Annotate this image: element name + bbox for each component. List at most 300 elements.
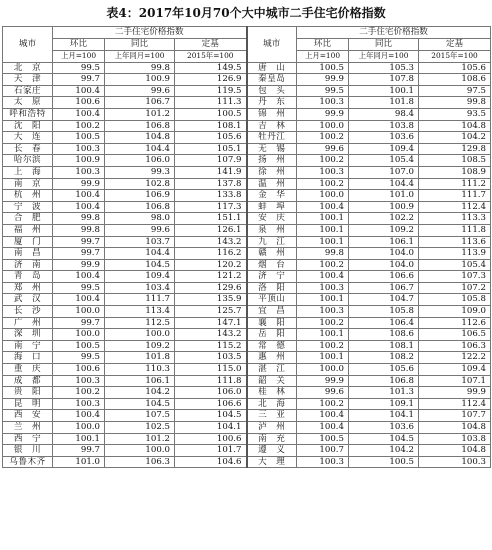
city-cell-left: 广 州 [3,317,53,329]
header-mom-left: 环比 [53,39,105,51]
mom-cell-left: 100.4 [53,85,105,97]
table-row [3,422,491,434]
city-cell-right: 赣 州 [247,248,297,260]
city-cell-right: 锦 州 [247,108,297,120]
table-row [3,74,491,86]
yoy-cell-right: 106.8 [349,375,419,387]
yoy-cell-left: 106.7 [105,97,175,109]
mom-cell-right: 100.1 [297,236,349,248]
mom-cell-left: 100.3 [53,166,105,178]
city-cell-right: 泸 州 [247,422,297,434]
yoy-cell-right: 104.2 [349,445,419,457]
fixed-cell-right: 111.8 [419,224,491,236]
table-row [3,410,491,422]
fixed-cell-left: 104.1 [175,422,247,434]
mom-cell-left: 100.2 [53,120,105,132]
fixed-cell-left: 117.3 [175,201,247,213]
city-cell-left: 济 南 [3,259,53,271]
yoy-cell-left: 99.8 [105,62,175,74]
yoy-cell-left: 104.2 [105,387,175,399]
city-cell-left: 西 安 [3,410,53,422]
fixed-cell-left: 105.1 [175,143,247,155]
fixed-cell-right: 99.8 [419,97,491,109]
city-cell-right: 湛 江 [247,364,297,376]
table-row [3,248,491,260]
city-cell-left: 太 原 [3,97,53,109]
yoy-cell-left: 104.4 [105,248,175,260]
city-cell-right: 金 华 [247,190,297,202]
header-city-left: 城市 [3,27,53,63]
mom-cell-left: 100.4 [53,108,105,120]
city-cell-right: 韶 关 [247,375,297,387]
city-cell-left: 南 昌 [3,248,53,260]
yoy-cell-right: 104.7 [349,294,419,306]
mom-cell-right: 100.2 [297,155,349,167]
table-row [3,120,491,132]
yoy-cell-left: 102.8 [105,178,175,190]
city-cell-left: 郑 州 [3,282,53,294]
mom-cell-right: 100.1 [297,329,349,341]
fixed-cell-left: 126.9 [175,74,247,86]
table-row [3,259,491,271]
mom-cell-right: 100.4 [297,271,349,283]
table-row [3,166,491,178]
header-fixed-left: 定基 [175,39,247,51]
table-row [3,201,491,213]
mom-cell-right: 100.0 [297,190,349,202]
fixed-cell-left: 116.2 [175,248,247,260]
city-cell-right: 遵 义 [247,445,297,457]
fixed-cell-right: 109.4 [419,364,491,376]
yoy-cell-right: 104.4 [349,178,419,190]
city-cell-right: 洛 阳 [247,282,297,294]
city-cell-left: 南 京 [3,178,53,190]
yoy-cell-left: 113.4 [105,306,175,318]
fixed-cell-right: 113.9 [419,248,491,260]
city-cell-left: 银 川 [3,445,53,457]
mom-cell-right: 100.4 [297,410,349,422]
city-cell-left: 昆 明 [3,398,53,410]
fixed-cell-left: 107.9 [175,155,247,167]
city-cell-right: 常 德 [247,340,297,352]
city-cell-right: 温 州 [247,178,297,190]
mom-cell-left: 100.0 [53,422,105,434]
yoy-cell-left: 99.6 [105,224,175,236]
mom-cell-right: 100.3 [297,97,349,109]
table-row [3,294,491,306]
yoy-cell-right: 98.4 [349,108,419,120]
fixed-cell-left: 104.6 [175,456,247,468]
fixed-cell-left: 143.2 [175,329,247,341]
fixed-cell-left: 115.0 [175,364,247,376]
fixed-cell-right: 113.6 [419,236,491,248]
header-group-right: 二手住宅价格指数 [297,27,491,39]
header-fixed-base-left: 2015年=100 [175,51,247,63]
city-cell-right: 北 海 [247,398,297,410]
yoy-cell-right: 106.6 [349,271,419,283]
table-title: 表4：2017年10月70个大中城市二手住宅价格指数 [106,6,386,20]
table-row [3,329,491,341]
fixed-cell-left: 137.8 [175,178,247,190]
table-row [3,282,491,294]
yoy-cell-right: 108.6 [349,329,419,341]
city-cell-left: 上 海 [3,166,53,178]
fixed-cell-right: 103.8 [419,433,491,445]
fixed-cell-left: 104.5 [175,410,247,422]
yoy-cell-right: 100.1 [349,85,419,97]
city-cell-right: 秦皇岛 [247,74,297,86]
table-row [3,456,491,468]
fixed-cell-right: 106.3 [419,340,491,352]
header-yoy-right: 同比 [349,39,419,51]
city-cell-left: 天 津 [3,74,53,86]
yoy-cell-right: 101.0 [349,190,419,202]
yoy-cell-right: 104.0 [349,259,419,271]
header-fixed-base-right: 2015年=100 [419,51,491,63]
yoy-cell-left: 104.5 [105,259,175,271]
table-row [3,375,491,387]
city-cell-left: 哈尔滨 [3,155,53,167]
mom-cell-left: 100.3 [53,398,105,410]
fixed-cell-left: 106.6 [175,398,247,410]
yoy-cell-right: 104.5 [349,433,419,445]
fixed-cell-left: 135.9 [175,294,247,306]
mom-cell-right: 99.6 [297,143,349,155]
fixed-cell-left: 147.1 [175,317,247,329]
city-cell-right: 桂 林 [247,387,297,399]
mom-cell-left: 100.4 [53,271,105,283]
fixed-cell-right: 105.8 [419,294,491,306]
mom-cell-left: 99.8 [53,213,105,225]
mom-cell-left: 100.5 [53,340,105,352]
mom-cell-left: 99.7 [53,236,105,248]
yoy-cell-left: 98.0 [105,213,175,225]
mom-cell-left: 101.0 [53,456,105,468]
yoy-cell-left: 104.8 [105,132,175,144]
table-row [3,155,491,167]
fixed-cell-left: 108.1 [175,120,247,132]
table-row [3,445,491,457]
city-cell-right: 济 宁 [247,271,297,283]
yoy-cell-right: 105.4 [349,155,419,167]
city-cell-left: 乌鲁木齐 [3,456,53,468]
yoy-cell-left: 104.5 [105,398,175,410]
mom-cell-right: 100.7 [297,445,349,457]
yoy-cell-left: 106.8 [105,201,175,213]
mom-cell-right: 100.1 [297,294,349,306]
fixed-cell-right: 112.6 [419,317,491,329]
city-cell-right: 唐 山 [247,62,297,74]
mom-cell-right: 100.0 [297,364,349,376]
city-cell-right: 惠 州 [247,352,297,364]
mom-cell-left: 100.1 [53,433,105,445]
fixed-cell-right: 113.3 [419,213,491,225]
mom-cell-left: 100.3 [53,375,105,387]
fixed-cell-right: 129.8 [419,143,491,155]
mom-cell-right: 100.2 [297,178,349,190]
header-fixed-right: 定基 [419,39,491,51]
yoy-cell-left: 101.8 [105,352,175,364]
mom-cell-left: 100.5 [53,132,105,144]
mom-cell-left: 100.9 [53,155,105,167]
table-row [3,213,491,225]
fixed-cell-right: 104.8 [419,120,491,132]
mom-cell-left: 100.6 [53,364,105,376]
yoy-cell-right: 109.4 [349,143,419,155]
fixed-cell-left: 143.2 [175,236,247,248]
fixed-cell-right: 111.7 [419,190,491,202]
city-cell-right: 平顶山 [247,294,297,306]
mom-cell-right: 99.8 [297,248,349,260]
fixed-cell-right: 106.5 [419,329,491,341]
city-cell-left: 长 春 [3,143,53,155]
yoy-cell-left: 109.4 [105,271,175,283]
table-row [3,317,491,329]
city-cell-right: 吉 林 [247,120,297,132]
yoy-cell-right: 101.3 [349,387,419,399]
city-cell-right: 三 亚 [247,410,297,422]
fixed-cell-right: 107.2 [419,282,491,294]
mom-cell-left: 100.4 [53,201,105,213]
mom-cell-right: 99.9 [297,74,349,86]
fixed-cell-right: 99.9 [419,387,491,399]
table-row [3,364,491,376]
yoy-cell-left: 99.6 [105,85,175,97]
yoy-cell-left: 106.1 [105,375,175,387]
table-row [3,433,491,445]
fixed-cell-right: 105.4 [419,259,491,271]
yoy-cell-right: 108.2 [349,352,419,364]
table-row [3,85,491,97]
mom-cell-right: 99.9 [297,108,349,120]
mom-cell-left: 100.4 [53,410,105,422]
yoy-cell-right: 104.0 [349,248,419,260]
yoy-cell-right: 105.3 [349,62,419,74]
city-cell-right: 九 江 [247,236,297,248]
table-row [3,306,491,318]
yoy-cell-right: 100.5 [349,456,419,468]
yoy-cell-left: 106.3 [105,456,175,468]
mom-cell-left: 99.8 [53,224,105,236]
fixed-cell-right: 107.1 [419,375,491,387]
city-cell-left: 厦 门 [3,236,53,248]
mom-cell-left: 100.0 [53,329,105,341]
mom-cell-right: 100.2 [297,398,349,410]
city-cell-right: 徐 州 [247,166,297,178]
fixed-cell-right: 108.6 [419,74,491,86]
header-mom-right: 环比 [297,39,349,51]
city-cell-left: 青 岛 [3,271,53,283]
city-cell-right: 无 锡 [247,143,297,155]
mom-cell-left: 100.4 [53,294,105,306]
table-row [3,178,491,190]
mom-cell-right: 99.5 [297,85,349,97]
city-cell-right: 包 头 [247,85,297,97]
fixed-cell-right: 107.3 [419,271,491,283]
fixed-cell-right: 105.6 [419,62,491,74]
table-row [3,271,491,283]
fixed-cell-left: 103.5 [175,352,247,364]
city-cell-left: 西 宁 [3,433,53,445]
fixed-cell-right: 112.4 [419,398,491,410]
mom-cell-right: 100.2 [297,259,349,271]
yoy-cell-left: 103.4 [105,282,175,294]
mom-cell-right: 100.5 [297,62,349,74]
city-cell-left: 石家庄 [3,85,53,97]
fixed-cell-left: 125.7 [175,306,247,318]
mom-cell-left: 100.4 [53,190,105,202]
fixed-cell-right: 104.8 [419,422,491,434]
fixed-cell-right: 104.2 [419,132,491,144]
fixed-cell-left: 105.6 [175,132,247,144]
header-yoy-base-right: 上年同月=100 [349,51,419,63]
table-row [3,224,491,236]
header-yoy-base-left: 上年同月=100 [105,51,175,63]
yoy-cell-right: 109.1 [349,398,419,410]
header-mom-base-left: 上月=100 [53,51,105,63]
city-cell-right: 泉 州 [247,224,297,236]
header-yoy-left: 同比 [105,39,175,51]
fixed-cell-left: 100.5 [175,108,247,120]
city-cell-left: 贵 阳 [3,387,53,399]
mom-cell-left: 100.2 [53,387,105,399]
yoy-cell-left: 106.0 [105,155,175,167]
fixed-cell-left: 111.8 [175,375,247,387]
yoy-cell-left: 100.0 [105,445,175,457]
fixed-cell-right: 111.2 [419,178,491,190]
yoy-cell-left: 111.7 [105,294,175,306]
yoy-cell-left: 103.7 [105,236,175,248]
fixed-cell-left: 129.6 [175,282,247,294]
city-cell-left: 重 庆 [3,364,53,376]
fixed-cell-right: 109.0 [419,306,491,318]
city-cell-left: 长 沙 [3,306,53,318]
fixed-cell-right: 122.2 [419,352,491,364]
mom-cell-right: 100.3 [297,456,349,468]
table-row [3,108,491,120]
city-cell-right: 蚌 埠 [247,201,297,213]
city-cell-left: 深 圳 [3,329,53,341]
mom-cell-right: 100.2 [297,317,349,329]
fixed-cell-left: 133.8 [175,190,247,202]
yoy-cell-right: 103.8 [349,120,419,132]
city-cell-left: 福 州 [3,224,53,236]
mom-cell-right: 99.6 [297,387,349,399]
mom-cell-left: 99.9 [53,178,105,190]
fixed-cell-right: 108.9 [419,166,491,178]
mom-cell-right: 100.2 [297,132,349,144]
table-row [3,143,491,155]
fixed-cell-left: 149.5 [175,62,247,74]
city-cell-left: 呼和浩特 [3,108,53,120]
yoy-cell-left: 107.5 [105,410,175,422]
yoy-cell-right: 106.4 [349,317,419,329]
mom-cell-right: 100.4 [297,201,349,213]
yoy-cell-left: 106.9 [105,190,175,202]
table-row [3,398,491,410]
mom-cell-right: 100.5 [297,433,349,445]
city-cell-left: 武 汉 [3,294,53,306]
fixed-cell-left: 100.6 [175,433,247,445]
yoy-cell-right: 106.7 [349,282,419,294]
yoy-cell-left: 102.5 [105,422,175,434]
city-cell-left: 兰 州 [3,422,53,434]
header-city-right: 城市 [247,27,297,63]
mom-cell-left: 100.6 [53,97,105,109]
yoy-cell-left: 104.4 [105,143,175,155]
mom-cell-left: 99.9 [53,259,105,271]
city-cell-right: 安 庆 [247,213,297,225]
city-cell-right: 襄 阳 [247,317,297,329]
mom-cell-right: 100.4 [297,422,349,434]
city-cell-left: 海 口 [3,352,53,364]
city-cell-right: 宜 昌 [247,306,297,318]
mom-cell-right: 100.1 [297,213,349,225]
yoy-cell-left: 112.5 [105,317,175,329]
yoy-cell-right: 107.0 [349,166,419,178]
yoy-cell-left: 106.8 [105,120,175,132]
mom-cell-left: 99.7 [53,317,105,329]
mom-cell-left: 99.7 [53,248,105,260]
mom-cell-right: 100.3 [297,282,349,294]
mom-cell-left: 100.3 [53,143,105,155]
fixed-cell-left: 119.5 [175,85,247,97]
table-row [3,190,491,202]
fixed-cell-right: 100.3 [419,456,491,468]
fixed-cell-right: 97.5 [419,85,491,97]
city-cell-left: 北 京 [3,62,53,74]
fixed-cell-right: 107.7 [419,410,491,422]
fixed-cell-right: 112.4 [419,201,491,213]
yoy-cell-right: 102.2 [349,213,419,225]
mom-cell-right: 100.2 [297,340,349,352]
table-body [3,62,491,468]
yoy-cell-right: 100.9 [349,201,419,213]
city-cell-left: 成 都 [3,375,53,387]
mom-cell-right: 100.1 [297,352,349,364]
fixed-cell-right: 93.5 [419,108,491,120]
mom-cell-left: 100.0 [53,306,105,318]
yoy-cell-right: 104.1 [349,410,419,422]
yoy-cell-right: 109.2 [349,224,419,236]
yoy-cell-left: 101.2 [105,108,175,120]
fixed-cell-left: 111.3 [175,97,247,109]
fixed-cell-left: 126.1 [175,224,247,236]
yoy-cell-left: 109.2 [105,340,175,352]
city-cell-right: 岳 阳 [247,329,297,341]
fixed-cell-right: 108.5 [419,155,491,167]
city-cell-left: 宁 波 [3,201,53,213]
table-row [3,236,491,248]
yoy-cell-right: 105.6 [349,364,419,376]
yoy-cell-right: 103.6 [349,422,419,434]
mom-cell-right: 100.3 [297,166,349,178]
yoy-cell-left: 100.9 [105,74,175,86]
table-row [3,340,491,352]
table-row [3,62,491,74]
header-group-left: 二手住宅价格指数 [53,27,247,39]
fixed-cell-left: 101.7 [175,445,247,457]
city-cell-right: 牡丹江 [247,132,297,144]
mom-cell-left: 99.7 [53,445,105,457]
mom-cell-right: 100.1 [297,224,349,236]
fixed-cell-left: 141.9 [175,166,247,178]
yoy-cell-left: 101.2 [105,433,175,445]
mom-cell-right: 99.9 [297,375,349,387]
city-cell-right: 南 充 [247,433,297,445]
header-mom-base-right: 上月=100 [297,51,349,63]
fixed-cell-left: 115.2 [175,340,247,352]
